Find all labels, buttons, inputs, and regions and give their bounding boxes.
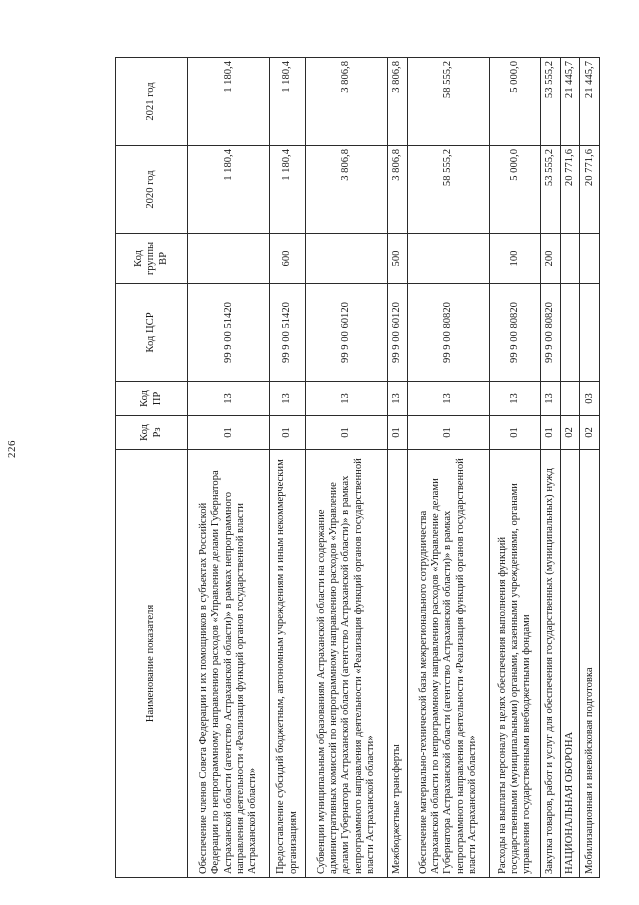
cell-pr	[560, 382, 580, 416]
cell-2021: 21 445,7	[560, 58, 580, 146]
cell-2021: 1 180,4	[188, 58, 270, 146]
cell-rz: 01	[490, 416, 541, 450]
page-number: 226	[6, 440, 18, 458]
budget-table	[115, 57, 600, 878]
cell-pr: 13	[270, 382, 305, 416]
cell-csr: 99 9 00 60120	[305, 284, 387, 382]
cell-2020: 58 555,2	[407, 146, 489, 234]
cell-csr: 99 9 00 80820	[490, 284, 541, 382]
cell-2020: 53 555,2	[541, 146, 561, 234]
cell-2020: 20 771,6	[580, 146, 600, 234]
cell-2021: 3 806,8	[305, 58, 387, 146]
cell-vr	[560, 234, 580, 284]
header-pr: Код ПР	[116, 382, 188, 416]
cell-vr	[407, 234, 489, 284]
cell-vr: 500	[388, 234, 408, 284]
table-row	[188, 58, 270, 878]
cell-2021: 58 555,2	[407, 58, 489, 146]
cell-name: Предоставление субсидий бюджетным, автономным учреждениям и иным некоммерческим организациям	[270, 450, 305, 878]
cell-vr	[305, 234, 387, 284]
cell-name: Расходы на выплаты персоналу в целях обеспечения выполнения функций государственными (муниципальными) органами, казенными учреждениями, органами управления государственными внебюджетными фондами	[490, 450, 541, 878]
table-row	[560, 58, 580, 878]
cell-vr	[188, 234, 270, 284]
cell-2020: 5 000,0	[490, 146, 541, 234]
table-row	[490, 58, 541, 878]
cell-csr: 99 9 00 60120	[388, 284, 408, 382]
table-header-row	[116, 58, 188, 878]
cell-name: Межбюджетные трансферты	[388, 450, 408, 878]
cell-csr: 99 9 00 80820	[541, 284, 561, 382]
cell-csr: 99 9 00 51420	[188, 284, 270, 382]
cell-2020: 3 806,8	[388, 146, 408, 234]
cell-pr: 13	[188, 382, 270, 416]
cell-vr: 100	[490, 234, 541, 284]
cell-pr: 13	[407, 382, 489, 416]
cell-rz: 02	[560, 416, 580, 450]
cell-vr	[580, 234, 600, 284]
table-row	[270, 58, 305, 878]
table-row	[541, 58, 561, 878]
cell-name: Закупка товаров, работ и услуг для обеспечения государственных (муниципальных) нужд	[541, 450, 561, 878]
cell-rz: 01	[305, 416, 387, 450]
cell-2021: 3 806,8	[388, 58, 408, 146]
header-rz: Код Рз	[116, 416, 188, 450]
cell-csr	[560, 284, 580, 382]
cell-2021: 1 180,4	[270, 58, 305, 146]
cell-pr: 03	[580, 382, 600, 416]
cell-name: НАЦИОНАЛЬНАЯ ОБОРОНА	[560, 450, 580, 878]
table-row	[580, 58, 600, 878]
cell-name: Обеспечение членов Совета Федерации и их помощников в субъектах Российской Федерации по непрограммному направлению расходов «Управление делами Губернатора Астраханской области (агентство Астраханской области)» в рамках непрограммного направления деятельности «Реализация функций органов государственной власти Астраханской области»	[188, 450, 270, 878]
cell-rz: 01	[541, 416, 561, 450]
header-2021: 2021 год	[116, 58, 188, 146]
cell-pr: 13	[490, 382, 541, 416]
cell-vr: 200	[541, 234, 561, 284]
cell-2021: 21 445,7	[580, 58, 600, 146]
rotated-table-wrapper	[115, 58, 600, 878]
cell-rz: 01	[188, 416, 270, 450]
cell-2020: 1 180,4	[270, 146, 305, 234]
cell-2021: 53 555,2	[541, 58, 561, 146]
cell-2020: 3 806,8	[305, 146, 387, 234]
cell-name: Субвенции муниципальным образованиям Астраханской области на содержание административных комиссий по непрограммному направлению расходов «Управление делами Губернатора Астраханской области (агентство Астраханской области)» в рамках непрограммного направления деятельности «Реализация функций органов государственной власти Астраханской области»	[305, 450, 387, 878]
cell-csr	[580, 284, 600, 382]
table-row	[305, 58, 387, 878]
header-vr: Код группы ВР	[116, 234, 188, 284]
cell-2021: 5 000,0	[490, 58, 541, 146]
header-2020: 2020 год	[116, 146, 188, 234]
cell-csr: 99 9 00 80820	[407, 284, 489, 382]
cell-rz: 01	[270, 416, 305, 450]
table-row	[388, 58, 408, 878]
cell-vr: 600	[270, 234, 305, 284]
header-csr: Код ЦСР	[116, 284, 188, 382]
cell-csr: 99 9 00 51420	[270, 284, 305, 382]
cell-name: Мобилизационная и вневойсковая подготовка	[580, 450, 600, 878]
table-row	[407, 58, 489, 878]
cell-pr: 13	[541, 382, 561, 416]
cell-pr: 13	[388, 382, 408, 416]
cell-name: Обеспечение материально-технической базы межрегионального сотрудничества Астраханской области по непрограммному направлению расходов «Управление делами Губернатора Астраханской области (агентство Астраханской области)» в рамках непрограммного направления деятельности «Реализация функций органов государственной власти Астраханской области»	[407, 450, 489, 878]
cell-pr: 13	[305, 382, 387, 416]
cell-2020: 20 771,6	[560, 146, 580, 234]
header-name: Наименование показателя	[116, 450, 188, 878]
cell-rz: 02	[580, 416, 600, 450]
cell-rz: 01	[388, 416, 408, 450]
cell-rz: 01	[407, 416, 489, 450]
cell-2020: 1 180,4	[188, 146, 270, 234]
